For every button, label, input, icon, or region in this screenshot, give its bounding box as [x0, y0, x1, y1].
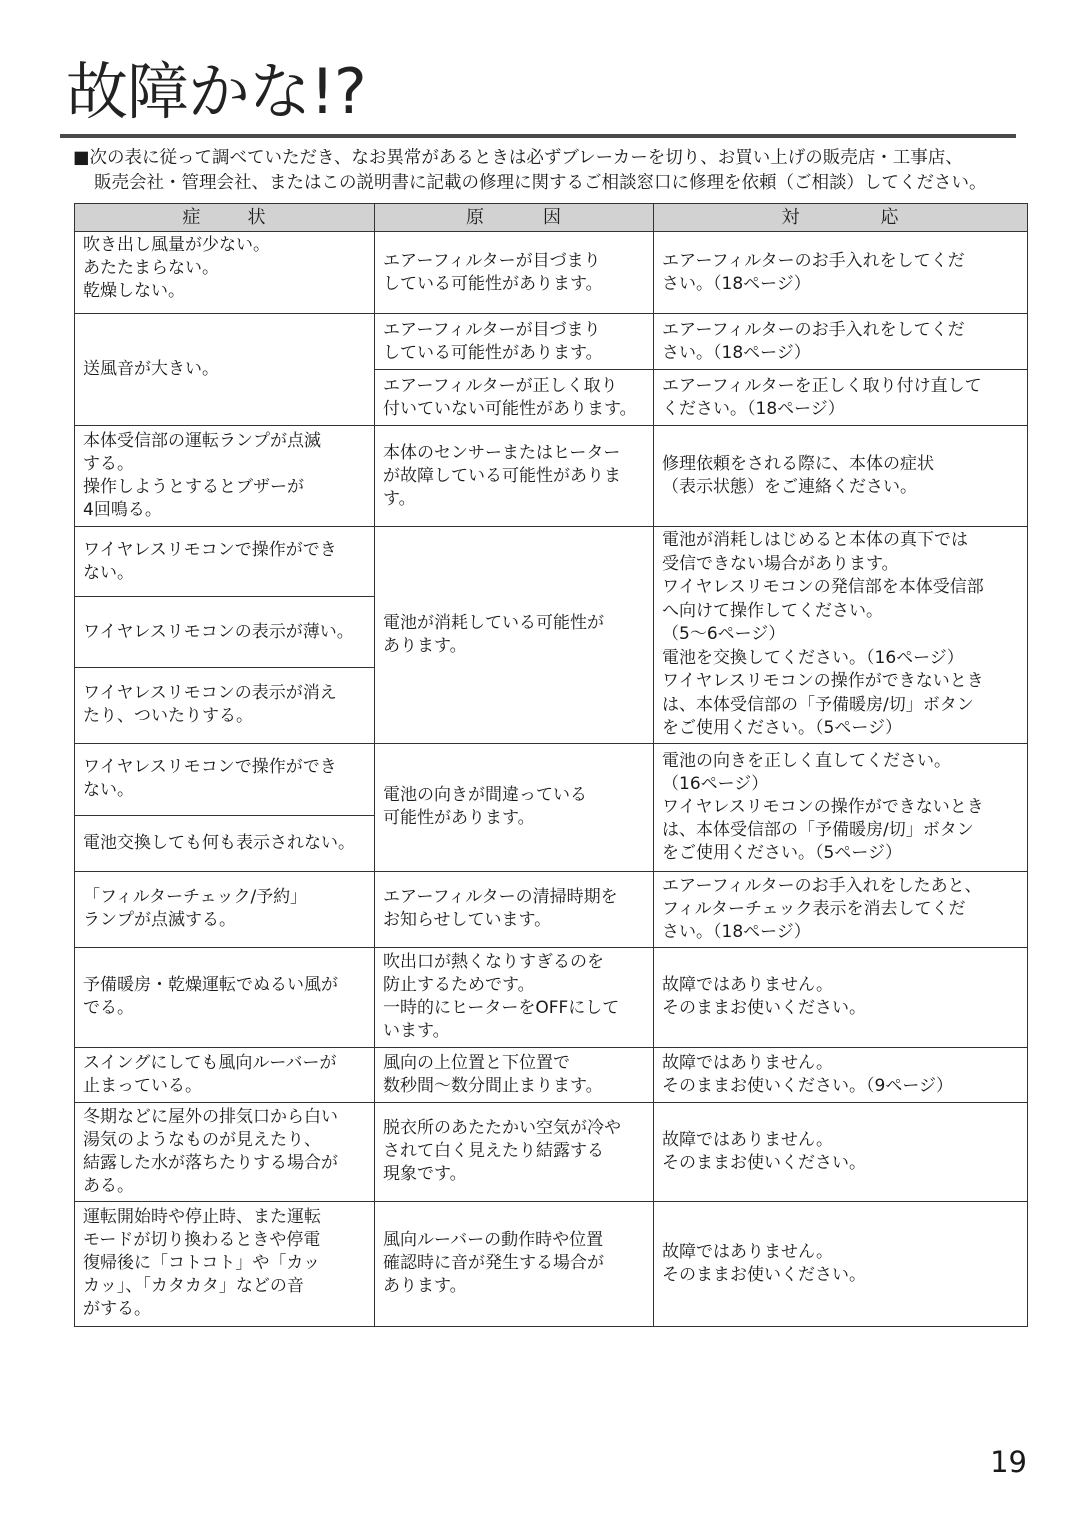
table-row — [75, 527, 1028, 597]
remedy-cell: エアーフィルターのお手入れをしてくだ さい。（18ページ） — [654, 314, 1028, 370]
title-underline — [60, 134, 1016, 138]
header-remedy: 対 応 — [654, 204, 1028, 232]
symptom-cell: ワイヤレスリモコンで操作ができ ない。 — [75, 527, 375, 597]
remedy-cell: 電池が消耗しはじめると本体の真下では 受信できない場合があります。 ワイヤレスリモコンの発信部を本体受信部 へ向けて操作してください。 （5～6ページ） 電池を交換してください。（16ページ） ワイヤレスリモコンの操作ができないとき は、本体受信部の「予備暖房/切」ボタン をご使用ください。（5ページ） — [654, 527, 1028, 744]
cause-cell: 風向の上位置と下位置で 数秒間～数分間止まります。 — [375, 1047, 654, 1102]
troubleshooting-table — [74, 203, 1028, 1327]
header-cause: 原 因 — [375, 204, 654, 232]
table-row — [75, 1201, 1028, 1326]
symptom-cell: 「フィルターチェック/予約」 ランプが点滅する。 — [75, 871, 375, 947]
cause-cell: エアーフィルターが目づまり している可能性があります。 — [375, 314, 654, 370]
cause-cell: 電池の向きが間違っている 可能性があります。 — [375, 743, 654, 871]
cause-cell: エアーフィルターの清掃時期を お知らせしています。 — [375, 871, 654, 947]
page-number: 19 — [990, 1445, 1027, 1479]
remedy-cell: エアーフィルターを正しく取り付け直して ください。（18ページ） — [654, 370, 1028, 426]
intro-line-1: ■次の表に従って調べていただき、なお異常があるときは必ずブレーカーを切り、お買い上げの販売店・工事店、 — [73, 148, 963, 168]
remedy-cell: 故障ではありません。 そのままお使いください。（9ページ） — [654, 1047, 1028, 1102]
cause-cell: エアーフィルターが正しく取り 付いていない可能性があります。 — [375, 370, 654, 426]
symptom-cell: 予備暖房・乾燥運転でぬるい風が でる。 — [75, 947, 375, 1047]
table-header-row — [75, 204, 1028, 232]
cause-cell: 本体のセンサーまたはヒーター が故障している可能性がありま す。 — [375, 426, 654, 527]
cause-cell: エアーフィルターが目づまり している可能性があります。 — [375, 232, 654, 314]
table-row — [75, 1047, 1028, 1102]
table-row — [75, 1102, 1028, 1201]
symptom-cell: 冬期などに屋外の排気口から白い 湯気のようなものが見えたり、 結露した水が落ちたりする場合が ある。 — [75, 1102, 375, 1201]
table-row — [75, 314, 1028, 370]
table-row — [75, 871, 1028, 947]
remedy-cell: 故障ではありません。 そのままお使いください。 — [654, 947, 1028, 1047]
header-symptom: 症 状 — [75, 204, 375, 232]
symptom-cell: スイングにしても風向ルーバーが 止まっている。 — [75, 1047, 375, 1102]
remedy-cell: 修理依頼をされる際に、本体の症状 （表示状態）をご連絡ください。 — [654, 426, 1028, 527]
remedy-cell: 電池の向きを正しく直してください。 （16ページ） ワイヤレスリモコンの操作ができないとき は、本体受信部の「予備暖房/切」ボタン をご使用ください。（5ページ） — [654, 743, 1028, 871]
remedy-cell: 故障ではありません。 そのままお使いください。 — [654, 1102, 1028, 1201]
symptom-cell: 吹き出し風量が少ない。 あたたまらない。 乾燥しない。 — [75, 232, 375, 314]
remedy-cell: エアーフィルターのお手入れをしたあと、 フィルターチェック表示を消去してくだ さい。（18ページ） — [654, 871, 1028, 947]
symptom-cell: ワイヤレスリモコンの表示が薄い。 — [75, 597, 375, 668]
intro-text — [73, 146, 1033, 196]
symptom-cell: 運転開始時や停止時、また運転 モードが切り換わるときや停電 復帰後に「コトコト」や「カッ カッ」、「カタカタ」などの音 がする。 — [75, 1201, 375, 1326]
cause-cell: 脱衣所のあたたかい空気が冷や されて白く見えたり結露する 現象です。 — [375, 1102, 654, 1201]
symptom-cell: ワイヤレスリモコンで操作ができ ない。 — [75, 743, 375, 815]
symptom-cell: ワイヤレスリモコンの表示が消え たり、ついたりする。 — [75, 668, 375, 743]
table-row — [75, 426, 1028, 527]
symptom-cell: 電池交換しても何も表示されない。 — [75, 815, 375, 871]
intro-line-2: 販売会社・管理会社、またはこの説明書に記載の修理に関するご相談窓口に修理を依頼（ご相談）してください。 — [94, 173, 987, 193]
cause-cell: 風向ルーバーの動作時や位置 確認時に音が発生する場合が あります。 — [375, 1201, 654, 1326]
page-title: 故障かな!? — [66, 55, 366, 128]
table-row — [75, 232, 1028, 314]
symptom-cell: 本体受信部の運転ランプが点滅 する。 操作しようとするとブザーが 4回鳴る。 — [75, 426, 375, 527]
cause-cell: 電池が消耗している可能性が あります。 — [375, 527, 654, 744]
cause-cell: 吹出口が熱くなりすぎるのを 防止するためです。 一時的にヒーターをOFFにして います。 — [375, 947, 654, 1047]
table-row — [75, 947, 1028, 1047]
remedy-cell: エアーフィルターのお手入れをしてくだ さい。（18ページ） — [654, 232, 1028, 314]
symptom-cell: 送風音が大きい。 — [75, 314, 375, 426]
remedy-cell: 故障ではありません。 そのままお使いください。 — [654, 1201, 1028, 1326]
table-row — [75, 743, 1028, 815]
